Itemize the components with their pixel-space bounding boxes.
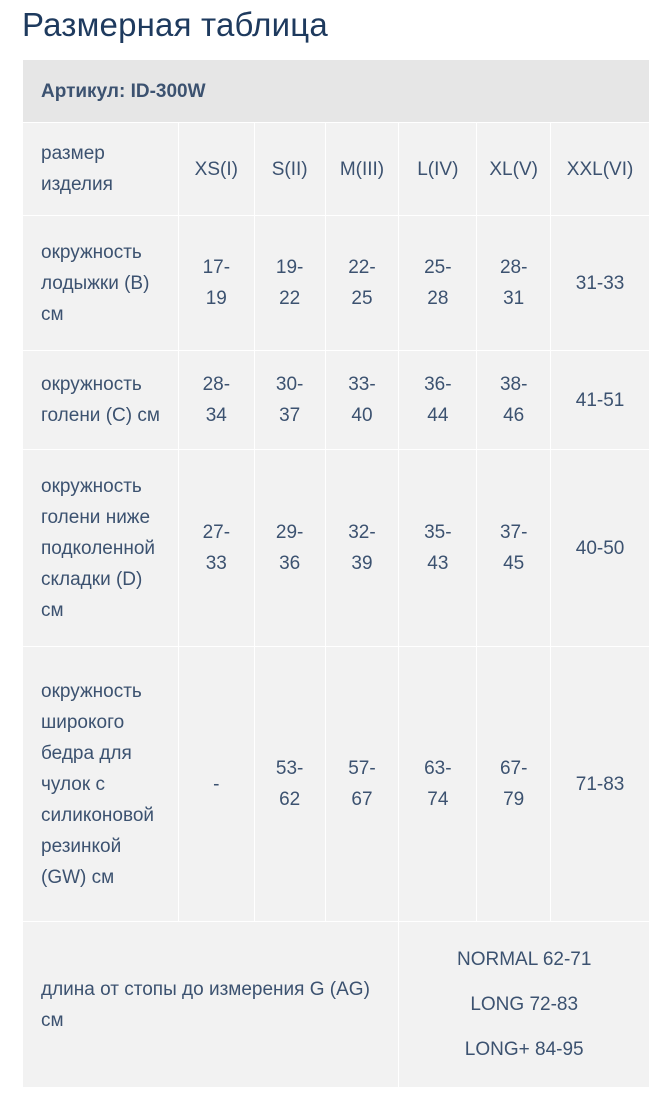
row-label-line: широкого	[41, 711, 125, 733]
row-label-line: лодыжки (B)	[41, 272, 150, 294]
cell-value: 67- 79	[477, 647, 551, 922]
cell-value: 19- 22	[254, 216, 325, 351]
row-label	[23, 351, 179, 450]
length-option: LONG+ 84-95	[464, 1039, 584, 1060]
cell-value: 37- 45	[477, 450, 551, 647]
row-label	[23, 450, 179, 647]
row-label-line: голени (C) см	[41, 405, 160, 426]
row-label-line: окружность	[41, 680, 142, 702]
row-label-line: окружность	[41, 374, 142, 395]
cell-value: 30- 37	[254, 351, 325, 450]
length-option: LONG 72-83	[470, 994, 579, 1015]
row-label-line: бедра для	[41, 742, 132, 764]
row-label-line: подколенной	[41, 537, 156, 559]
cell-value: 29- 36	[254, 450, 325, 647]
row-label-line: окружность	[41, 241, 142, 263]
cell-value: 25- 28	[399, 216, 477, 351]
row-label-line: см	[41, 303, 64, 325]
article-label: Артикул: ID-300W	[23, 60, 650, 123]
row-label	[23, 647, 179, 922]
row-label-line: силиконовой	[41, 804, 155, 826]
size-header-xxl: XXL(VI)	[551, 123, 650, 216]
length-option: NORMAL 62-71	[456, 949, 592, 970]
cell-value: 40-50	[551, 450, 650, 647]
row-label-line: см	[41, 1009, 64, 1031]
row-label-line: чулок с	[41, 773, 105, 795]
cell-value: 53- 62	[254, 647, 325, 922]
table-row-calf	[23, 351, 650, 450]
size-header-xl: XL(V)	[477, 123, 551, 216]
row-label-line: голени ниже	[41, 506, 151, 528]
cell-value: -	[178, 647, 254, 922]
header-label-line: размер	[41, 143, 105, 164]
cell-value: 27- 33	[178, 450, 254, 647]
cell-value: 31-33	[551, 216, 650, 351]
cell-value: 36- 44	[399, 351, 477, 450]
size-table	[22, 59, 650, 1088]
cell-value: 22- 25	[325, 216, 399, 351]
row-label-line: см	[41, 599, 64, 621]
size-header-s: S(II)	[254, 123, 325, 216]
cell-value: 33- 40	[325, 351, 399, 450]
cell-value: 17- 19	[178, 216, 254, 351]
size-header-xs: XS(I)	[178, 123, 254, 216]
header-label-line: изделия	[41, 174, 113, 195]
cell-value: 41-51	[551, 351, 650, 450]
size-header-l: L(IV)	[399, 123, 477, 216]
cell-value: 35- 43	[399, 450, 477, 647]
table-row-ankle	[23, 216, 650, 351]
table-row-thigh	[23, 647, 650, 922]
cell-value: 63- 74	[399, 647, 477, 922]
length-options	[399, 922, 650, 1088]
article-row	[23, 60, 650, 123]
cell-value: 71-83	[551, 647, 650, 922]
row-label-line: длина от стопы до измерения G (AG)	[41, 978, 370, 1000]
cell-value: 32- 39	[325, 450, 399, 647]
cell-value: 57- 67	[325, 647, 399, 922]
table-header-row	[23, 123, 650, 216]
cell-value: 28- 34	[178, 351, 254, 450]
row-label-line: окружность	[41, 475, 142, 497]
size-header-m: M(III)	[325, 123, 399, 216]
table-row-length	[23, 922, 650, 1088]
row-label	[23, 922, 399, 1088]
cell-value: 38- 46	[477, 351, 551, 450]
table-row-below-knee	[23, 450, 650, 647]
row-label-line: складки (D)	[41, 568, 143, 590]
row-label-line: (GW) см	[41, 866, 115, 888]
cell-value: 28- 31	[477, 216, 551, 351]
page-title: Размерная таблица	[22, 6, 328, 43]
row-label	[23, 216, 179, 351]
size-header-label	[23, 123, 179, 216]
row-label-line: резинкой	[41, 835, 122, 857]
